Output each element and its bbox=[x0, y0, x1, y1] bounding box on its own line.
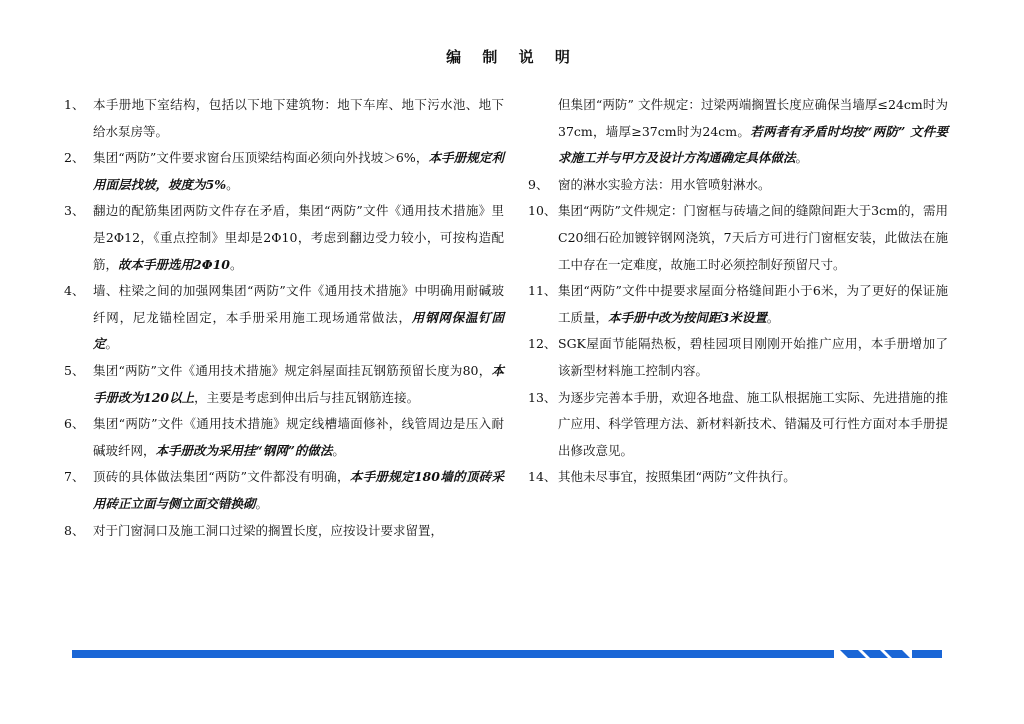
item-text bbox=[558, 172, 948, 199]
item-text bbox=[558, 198, 948, 278]
item-text bbox=[93, 411, 504, 464]
list-item bbox=[528, 464, 948, 491]
body-text: 但集团“两防” 文件规定：过梁两端搁置长度应确保当墙厚≤24cm时为37cm，墙厚≥37cm时为24cm。 bbox=[558, 97, 948, 139]
item-8-continuation bbox=[528, 92, 948, 172]
item-number: 6、 bbox=[64, 416, 85, 432]
body-text: 。 bbox=[226, 176, 239, 192]
body-text: 其他未尽事宜，按照集团“两防”文件执行。 bbox=[558, 469, 796, 485]
item-number: 3、 bbox=[64, 203, 85, 219]
emphasis-text: 本手册改为采用挂“钢网”的做法 bbox=[155, 442, 333, 458]
item-number: 8、 bbox=[64, 522, 85, 538]
item-number: 14、 bbox=[528, 469, 557, 485]
item-text bbox=[93, 518, 504, 545]
list-item bbox=[64, 464, 504, 517]
item-number: 2、 bbox=[64, 150, 85, 166]
body-text: 。 bbox=[795, 150, 809, 166]
list-item bbox=[64, 518, 504, 545]
body-text: 本手册地下室结构，包括以下地下建筑物：地下车库、地下污水池、地下给水泵房等。 bbox=[93, 97, 504, 139]
body-text: 为逐步完善本手册，欢迎各地盘、施工队根据施工实际、先进措施的推广应用、科学管理方法、新材料新技术、错漏及可行性方面对本手册提出修改意见。 bbox=[558, 389, 948, 458]
item-number: 13、 bbox=[528, 389, 557, 405]
list-item bbox=[528, 198, 948, 278]
body-text: 窗的淋水实验方法：用水管喷射淋水。 bbox=[558, 176, 771, 192]
item-number: 11、 bbox=[528, 283, 557, 299]
emphasis-text: 用钢网保温钉固定 bbox=[93, 309, 504, 352]
list-item bbox=[64, 92, 504, 145]
item-number: 7、 bbox=[64, 469, 85, 485]
right-items bbox=[528, 172, 948, 491]
body-text: 集团“两防”文件要求窗台压顶梁结构面必须向外找坡＞6%， bbox=[93, 150, 429, 166]
footer-bar-main bbox=[72, 650, 834, 658]
body-text: 顶砖的具体做法集团“两防”文件都没有明确， bbox=[93, 469, 350, 485]
body-text: 。 bbox=[766, 309, 780, 325]
item-text bbox=[558, 331, 948, 384]
body-text: 。 bbox=[230, 256, 243, 272]
emphasis-text: 本手册规定利用面层找坡，坡度为5% bbox=[93, 150, 504, 192]
body-text: 集团“两防”文件《通用技术措施》规定线槽墙面修补，线管周边是压入耐碱玻纤网， bbox=[93, 416, 504, 458]
footer-stripe-bar bbox=[72, 650, 942, 658]
body-text: 对于门窗洞口及施工洞口过梁的搁置长度，应按设计要求留置， bbox=[93, 522, 444, 538]
page-title: 编 制 说 明 bbox=[446, 48, 578, 66]
emphasis-text: 故本手册选用2Φ10 bbox=[118, 256, 230, 272]
item-text bbox=[93, 278, 504, 358]
body-text: 。 bbox=[255, 495, 269, 511]
body-text: 。 bbox=[332, 442, 345, 458]
body-text: 墙、柱梁之间的加强网集团“两防”文件《通用技术措施》中明确用耐碱玻纤网，尼龙锚栓固定，本手册采用施工现场通常做法， bbox=[93, 283, 504, 325]
emphasis-text: 本手册规定180墙的顶砖采用砖正立面与侧立面交错换砌 bbox=[93, 469, 504, 511]
item-text bbox=[558, 278, 948, 331]
item-text bbox=[93, 145, 504, 198]
body-text: 集团“两防”文件《通用技术措施》规定斜屋面挂瓦钢筋预留长度为80， bbox=[93, 362, 492, 378]
item-text bbox=[93, 358, 504, 411]
item-number: 1、 bbox=[64, 97, 85, 112]
footer-stripe-2 bbox=[862, 650, 888, 658]
item-text bbox=[558, 385, 948, 465]
item-number: 9、 bbox=[528, 176, 549, 192]
footer-bar-end bbox=[912, 650, 942, 658]
footer-stripe-1 bbox=[840, 650, 866, 658]
body-text: SGK屋面节能隔热板，碧桂园项目刚刚开始推广应用，本手册增加了该新型材料施工控制内容。 bbox=[558, 336, 948, 378]
item-number: 12、 bbox=[528, 336, 557, 352]
body-text: ，主要是考虑到伸出后与挂瓦钢筋连接。 bbox=[194, 389, 420, 405]
list-item bbox=[64, 145, 504, 198]
emphasis-text: 本手册中改为按间距3米设置 bbox=[608, 309, 767, 325]
emphasis-text: 本手册改为120以上 bbox=[93, 362, 504, 405]
emphasis-text: 若两者有矛盾时均按“两防” 文件要求施工并与甲方及设计方沟通确定具体做法 bbox=[558, 123, 948, 166]
item-number: 5、 bbox=[64, 362, 85, 378]
body-text: 集团“两防”文件中提要求屋面分格缝间距小于6米，为了更好的保证施工质量， bbox=[558, 283, 948, 325]
item-text bbox=[93, 198, 504, 278]
item-number: 10、 bbox=[528, 203, 557, 219]
item-text bbox=[93, 92, 504, 145]
list-item bbox=[64, 278, 504, 358]
list-item bbox=[528, 278, 948, 331]
list-item bbox=[64, 198, 504, 278]
list-item bbox=[528, 172, 948, 199]
body-text: 。 bbox=[105, 336, 119, 352]
body-text: 集团“两防”文件规定：门窗框与砖墙之间的缝隙间距大于3cm的，需用C20细石砼加镀锌钢网浇筑，7天后方可进行门窗框安装，此做法在施工中存在一定难度，故施工时必须控制好预留尺寸。 bbox=[558, 203, 948, 272]
item-number: 4、 bbox=[64, 283, 85, 299]
item-text bbox=[558, 464, 948, 491]
body-text: 翻边的配筋集团两防文件存在矛盾，集团“两防”文件《通用技术措施》里是2Φ12，《重点控制》里却是2Φ10，考虑到翻边受力较小，可按构造配筋， bbox=[93, 203, 504, 272]
right-column bbox=[528, 92, 948, 491]
footer-stripe-3 bbox=[884, 650, 910, 658]
list-item bbox=[528, 331, 948, 384]
list-item bbox=[528, 385, 948, 465]
left-column bbox=[64, 92, 504, 544]
item-text bbox=[93, 464, 504, 517]
list-item bbox=[64, 411, 504, 464]
list-item bbox=[64, 358, 504, 411]
